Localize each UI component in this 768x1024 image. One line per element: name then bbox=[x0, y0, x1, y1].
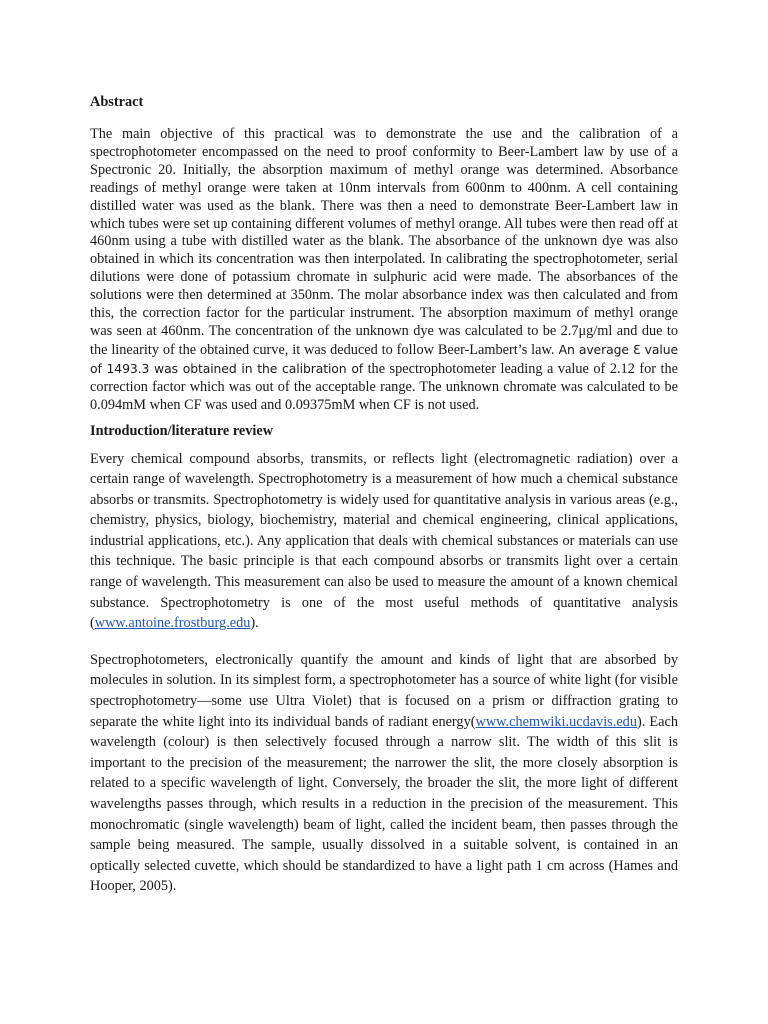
introduction-paragraph-1 bbox=[90, 449, 678, 634]
introduction-paragraph-2 bbox=[90, 650, 678, 897]
abstract-text-part3: the spectrophotometer leading a value of 2.12 for the correction factor which was out of the acceptable range. The unknown chromate was calculated to be 0.094mM when CF was used and 0.09375mM when CF is not used. bbox=[90, 360, 678, 413]
abstract-paragraph bbox=[90, 126, 678, 415]
abstract-text-part1: The main objective of this practical was to demonstrate the use and the calibration of a spectrophotometer encompassed on the need to proof conformity to Beer-Lambert law by use of a Spectronic 20. Initially, the absorption maximum of methyl orange was determined. Absorbance readings of methyl orange were taken at 10nm intervals from 600nm to 400nm. A cell containing distilled water was used as the blank. There was then a need to demonstrate Beer-Lambert law in which tubes were set up containing different volumes of methyl orange. All tubes were then read off at 460nm using a tube with distilled water as the blank. The absorbance of the unknown dye was also obtained in which its concentration was then interpolated. In calibrating the spectrophotometer, serial dilutions were done of potassium chromate in sulphuric acid were made. The absorbances of the solutions were then determined at 350nm. The molar absorbance index was then calculated and from this, the correction factor for the particular instrument. The absorption maximum of methyl orange was seen at 460nm. The concentration of the unknown dye was calculated to be 2.7μg/ml and due to the linearity of the obtained curve, it was deduced to follow Beer-Lambert’s law. bbox=[90, 126, 678, 358]
abstract-text-part2: An average ℇ value of 1493.3 was obtained in the calibration of bbox=[90, 341, 678, 376]
intro-p1-end: ). bbox=[250, 615, 259, 632]
antoine-link[interactable]: www.antoine.frostburg.edu bbox=[94, 615, 251, 632]
intro-p2-text-b: ). Each wavelength (colour) is then selectively focused through a narrow slit. The width of this slit is important to the precision of the measurement; the narrower the slit, the more closely absorption is related to a specific wavelength of light. Conversely, the broader the slit, the more light of different wavelengths passes through, which results in a reduction in the precision of the measurement. This monochromatic (single wavelength) beam of light, called the incident beam, then passes through the sample being measured. The sample, usually dissolved in a suitable solvent, is contained in an optically selected cuvette, which should be standardized to have a light path 1 cm across (Hames and Hooper, 2005). bbox=[90, 713, 678, 895]
chemwiki-link[interactable]: www.chemwiki.ucdavis.edu bbox=[475, 713, 637, 730]
intro-p1-text: Every chemical compound absorbs, transmits, or reflects light (electromagnetic radiation) over a certain range of wavelength. Spectrophotometry is a measurement of how much a chemical substance absorbs or transmits. Spectrophotometry is widely used for quantitative analysis in various areas (e.g., chemistry, physics, biology, biochemistry, material and chemical engineering, clinical applications, industrial applications, etc.). Any application that deals with chemical substances or materials can use this technique. The basic principle is that each compound absorbs or transmits light over a certain range of wavelength. This measurement can also be used to measure the amount of a known chemical substance. Spectrophotometry is one of the most useful methods of quantitative analysis ( bbox=[90, 450, 678, 632]
intro-p2-text-a: Spectrophotometers, electronically quantify the amount and kinds of light that are absorbed by molecules in solution. In its simplest form, a spectrophotometer has a source of white light (for visible spectrophotometry—some use Ultra Violet) that is focused on a prism or diffraction grating to separate the white light into its individual bands of radiant energy( bbox=[90, 651, 678, 730]
introduction-heading: Introduction/literature review bbox=[90, 422, 274, 439]
abstract-heading: Abstract bbox=[90, 94, 144, 110]
document-page bbox=[90, 92, 678, 897]
